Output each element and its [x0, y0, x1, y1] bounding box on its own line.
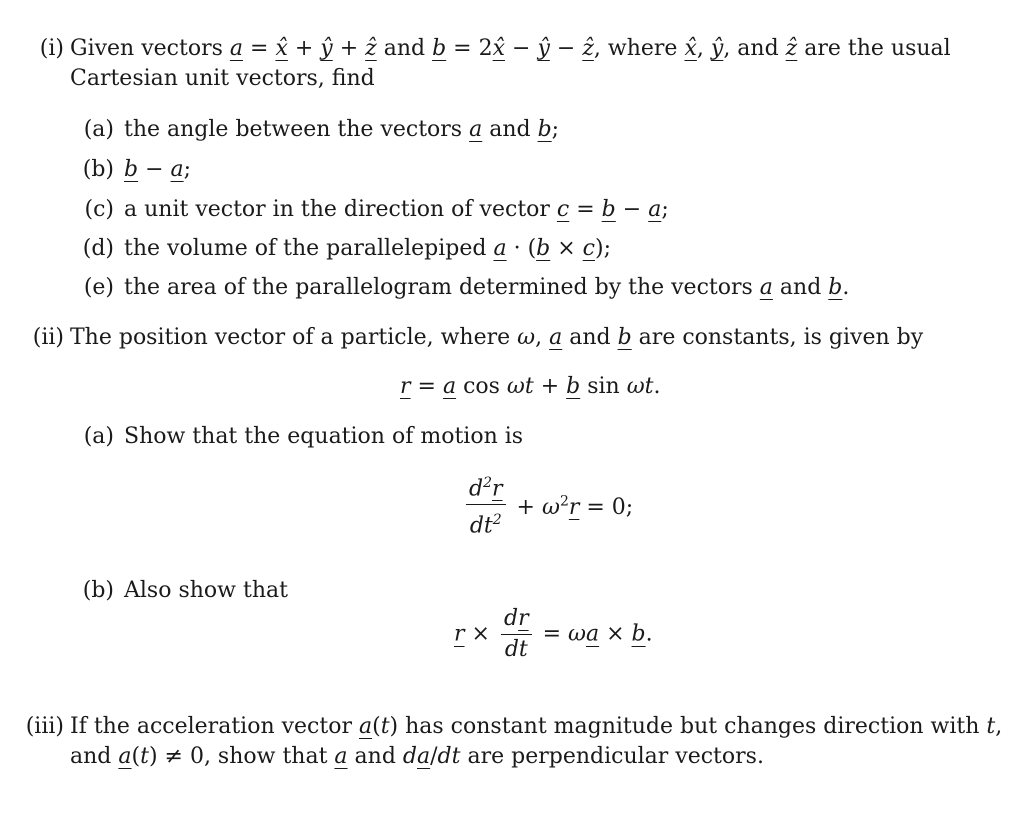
- q1-part-a-text: the angle between the vectors a and b;: [124, 117, 560, 142]
- q1-part-c-text: a unit vector in the direction of vector c = b − a;: [124, 197, 669, 222]
- q1-part-d-text: the volume of the parallelepiped a · (b × c);: [124, 236, 611, 261]
- q3-line-2: and a(t) ≠ 0, show that a and da/dt are perpendicular vectors.: [70, 744, 764, 769]
- q2-number: (ii): [32, 325, 64, 350]
- q1-number: (i): [39, 36, 64, 61]
- q2-part-b-label: (b): [82, 578, 114, 603]
- q3-line-1: If the acceleration vector a(t) has constant magnitude but changes direction with t,: [70, 714, 1003, 739]
- q1-part-b-label: (b): [82, 157, 114, 182]
- q1-line-2: Cartesian unit vectors, find: [70, 66, 375, 91]
- q1-part-e-label: (e): [83, 275, 114, 300]
- q1-part-a-label: (a): [83, 117, 114, 142]
- q2-part-b-text: Also show that: [124, 578, 288, 603]
- q1-part-b-text: b − a;: [124, 157, 192, 182]
- q2-equation-of-motion: $\frac{d^2r}{dt^2}$ + $\omega^2r = 0$;: [462, 470, 633, 540]
- q3-number: (iii): [25, 714, 64, 739]
- q1-part-c-label: (c): [84, 197, 114, 222]
- q1-part-e-text: the area of the parallelogram determined by the vectors a and b.: [124, 275, 850, 300]
- q1-part-d-label: (d): [82, 236, 114, 261]
- q2-cross-product-equation: r × $\frac{dr}{dt}$ = ωa × b.: [454, 606, 653, 662]
- q1-line-1: Given vectors a = x̂ + ŷ + ẑ and b = 2x̂ − ŷ − ẑ, where x̂, ŷ, and ẑ are the usual: [70, 36, 951, 61]
- q2-part-a-text: Show that the equation of motion is: [124, 424, 524, 449]
- q2-position-equation: r = a cos ωt + b sin ωt.: [400, 374, 661, 399]
- q2-part-a-label: (a): [83, 424, 114, 449]
- q2-intro: The position vector of a particle, where ω, a and b are constants, is given by: [70, 325, 924, 350]
